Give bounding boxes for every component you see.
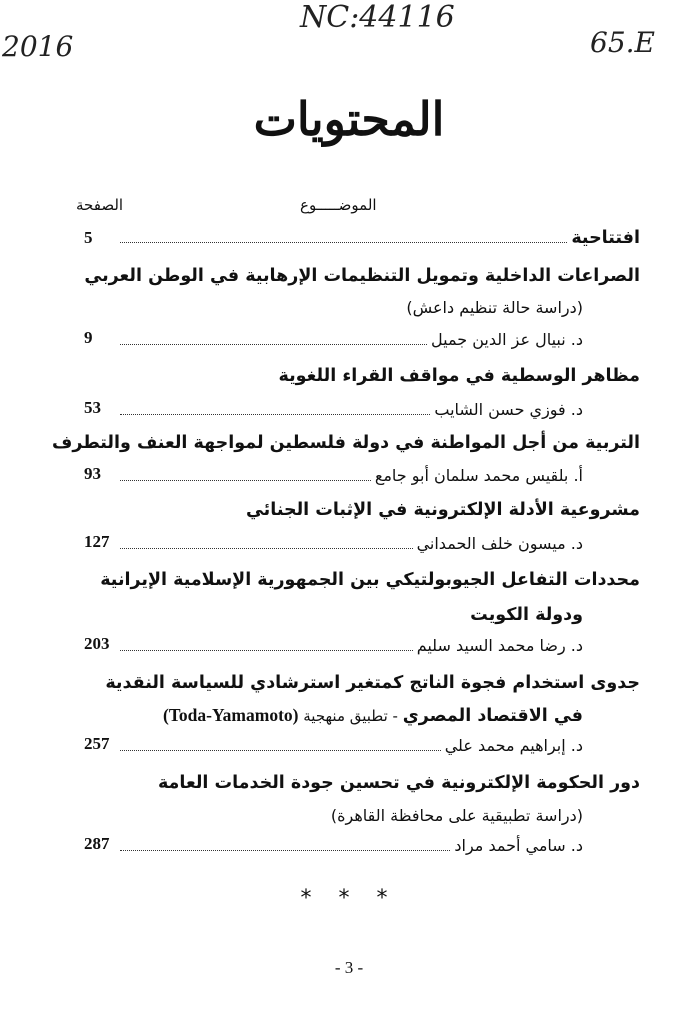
entry-title-line2 bbox=[163, 705, 583, 726]
entry-title-latin: (Toda-Yamamoto) bbox=[163, 705, 299, 725]
entry-author: د. ميسون خلف الحمداني bbox=[416, 534, 583, 553]
header-page: الصفحة bbox=[76, 196, 124, 214]
dot-leader bbox=[120, 413, 430, 415]
entry-title: التربية من أجل المواطنة في دولة فلسطين لمواجهة العنف والتطرف bbox=[52, 433, 640, 453]
entry-title: افتتاحية bbox=[571, 228, 640, 248]
entry-title: دور الحكومة الإلكترونية في تحسين جودة الخدمات العامة bbox=[157, 773, 640, 793]
dot-leader bbox=[120, 479, 371, 481]
page-number: 9 bbox=[84, 328, 93, 347]
handwritten-code: 65.E bbox=[590, 26, 655, 59]
dot-leader bbox=[120, 547, 413, 549]
entry-author-line bbox=[120, 836, 583, 856]
handwritten-call-number: NC:44116 bbox=[300, 0, 455, 35]
entry-author-line bbox=[120, 636, 583, 656]
entry-author: د. رضا محمد السيد سليم bbox=[416, 636, 583, 655]
dot-leader bbox=[120, 343, 427, 345]
entry-author-line bbox=[120, 330, 583, 350]
dot-leader bbox=[120, 241, 567, 243]
entry-title: مشروعية الأدلة الإلكترونية في الإثبات الجنائي bbox=[245, 500, 640, 520]
dot-leader bbox=[120, 749, 441, 751]
entry-subtitle: (دراسة حالة تنظيم داعش) bbox=[406, 298, 583, 317]
header-topic: الموضـــــوع bbox=[300, 196, 377, 214]
entry-title-method: - تطبيق منهجية bbox=[298, 707, 403, 725]
entry-author-line bbox=[120, 466, 583, 486]
entry-author-line bbox=[120, 534, 583, 554]
entry-author: د. سامي أحمد مراد bbox=[454, 836, 583, 855]
entry-title: محددات التفاعل الجيوبولتيكي بين الجمهورية الإسلامية الإيرانية bbox=[100, 570, 640, 590]
page-title: المحتويات bbox=[253, 92, 445, 146]
entry-author-line bbox=[120, 400, 583, 420]
dot-leader bbox=[120, 649, 413, 651]
entry-title: مظاهر الوسطية في مواقف القراء اللغوية bbox=[278, 366, 640, 386]
entry-title-part: في الاقتصاد المصري bbox=[402, 706, 583, 726]
entry-author: د. إبراهيم محمد علي bbox=[444, 736, 583, 755]
dot-leader bbox=[120, 849, 450, 851]
entry-author: أ. بلقيس محمد سلمان أبو جامع bbox=[374, 466, 583, 485]
page-number: 5 bbox=[84, 228, 93, 247]
entry-author: د. نبيال عز الدين جميل bbox=[431, 330, 583, 349]
entry-subtitle: (دراسة تطبيقية على محافظة القاهرة) bbox=[330, 806, 583, 825]
entry-title: الصراعات الداخلية وتمويل التنظيمات الإرهابية في الوطن العربي bbox=[84, 266, 640, 286]
toc-entry-opening bbox=[120, 228, 640, 248]
page-number: 53 bbox=[84, 398, 101, 417]
page-number: 287 bbox=[84, 834, 110, 853]
entry-author-line bbox=[120, 736, 583, 756]
entry-author: د. فوزي حسن الشايب bbox=[434, 400, 583, 419]
page-number: 127 bbox=[84, 532, 110, 551]
page-number: 93 bbox=[84, 464, 101, 483]
handwritten-year: 2016 bbox=[2, 30, 74, 63]
page-footer-number: - 3 - bbox=[334, 958, 364, 977]
entry-title: جدوى استخدام فجوة الناتج كمتغير استرشادي للسياسة النقدية bbox=[105, 673, 640, 693]
section-divider-stars: * * * bbox=[300, 886, 398, 911]
page-number: 257 bbox=[84, 734, 110, 753]
page-number: 203 bbox=[84, 634, 110, 653]
entry-title-line2: ودولة الكويت bbox=[470, 605, 583, 625]
